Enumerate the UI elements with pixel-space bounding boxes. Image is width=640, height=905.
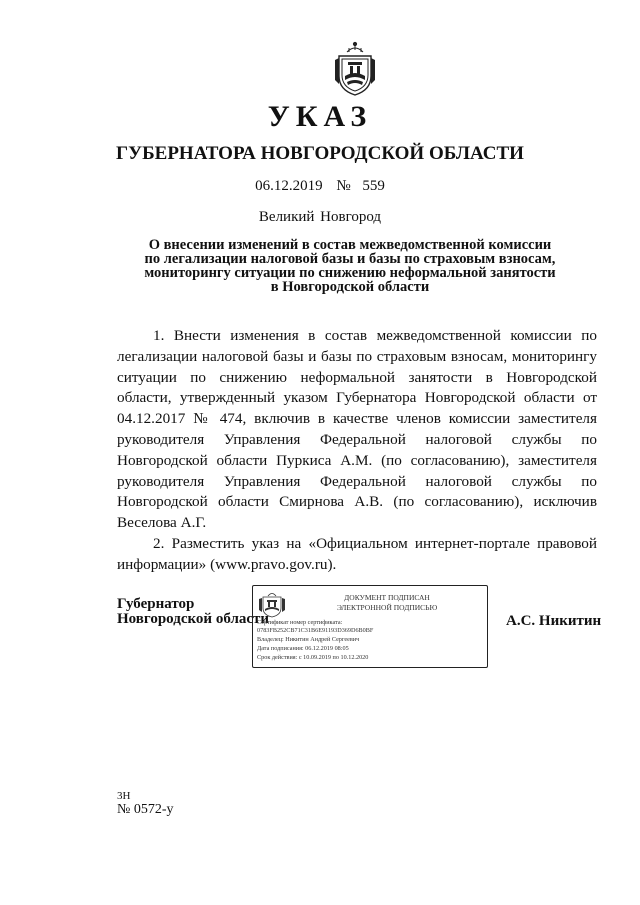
- paragraph-1: 1. Внести изменения в состав межведомственной комиссии по легализации налоговой базы и базы по страховым взносам, мониторингу ситуации по снижению неформальной занятости в Новгородской области, утвержденный указом Губернатора Новгородской области от 04.12.2017 № 474, включив в качестве членов комиссии заместителя руководителя Управления Федеральной налоговой службы по Новгородской области Пуркиса А.М. (по согласованию), заместителя руководителя Управления Федеральной налоговой службы по Новгородской области Смирнова А.В. (по согласованию), исключив Веселова А.Г.: [117, 327, 597, 532]
- stamp-cert-number: 0783FB252CB71C31B6E91193D369D6B0BF: [257, 627, 374, 634]
- document-date: 06.12.2019: [255, 178, 323, 194]
- document-number: 559: [362, 178, 385, 194]
- signatory-name: А.С. Никитин: [506, 613, 602, 629]
- document-city: Великий Новгород: [258, 209, 382, 225]
- stamp-cert-label: Сертификат номер сертификата:: [257, 619, 343, 626]
- number-sign: №: [336, 178, 351, 194]
- heading-line: в Новгородской области: [270, 279, 430, 295]
- stamp-heading-line1: ДОКУМЕНТ ПОДПИСАН: [344, 593, 430, 602]
- coat-of-arms-emblem: [333, 40, 377, 98]
- stamp-heading: [289, 593, 485, 613]
- electronic-signature-stamp: [252, 585, 488, 668]
- document-heading: [120, 238, 580, 294]
- stamp-owner: Владелец: Никитин Андрей Сергеевич: [257, 636, 360, 643]
- document-footer: [117, 789, 174, 817]
- stamp-coat-of-arms-icon: [259, 590, 285, 618]
- footer-code: 3Н: [117, 790, 131, 802]
- signatory-role-line1: Губернатор: [117, 596, 195, 612]
- heading-line: О внесении изменений в состав межведомственной комиссии: [148, 237, 552, 253]
- signatory-role: [117, 597, 269, 627]
- stamp-signed-date: Дата подписания: 06.12.2019 08:05: [257, 645, 349, 652]
- document-body: [117, 326, 597, 576]
- signatory-role-line2: Новгородской области: [117, 611, 270, 627]
- footer-registration-number: № 0572-у: [117, 802, 174, 817]
- stamp-heading-line2: ЭЛЕКТРОННОЙ ПОДПИСЬЮ: [336, 603, 438, 612]
- document-issuer: ГУБЕРНАТОРА НОВГОРОДСКОЙ ОБЛАСТИ: [116, 143, 524, 164]
- heading-line: по легализации налоговой базы и базы по страховым взносам,: [144, 251, 556, 267]
- paragraph-2: 2. Разместить указ на «Официальном интернет-портале правовой информации» (www.pravo.gov.ru).: [117, 534, 597, 573]
- document-title: УКАЗ: [267, 100, 373, 133]
- heading-line: мониторингу ситуации по снижению неформальной занятости: [144, 265, 556, 281]
- stamp-validity: Срок действия: с 10.09.2019 по 10.12.2020: [257, 654, 369, 661]
- date-number-line: [0, 178, 640, 195]
